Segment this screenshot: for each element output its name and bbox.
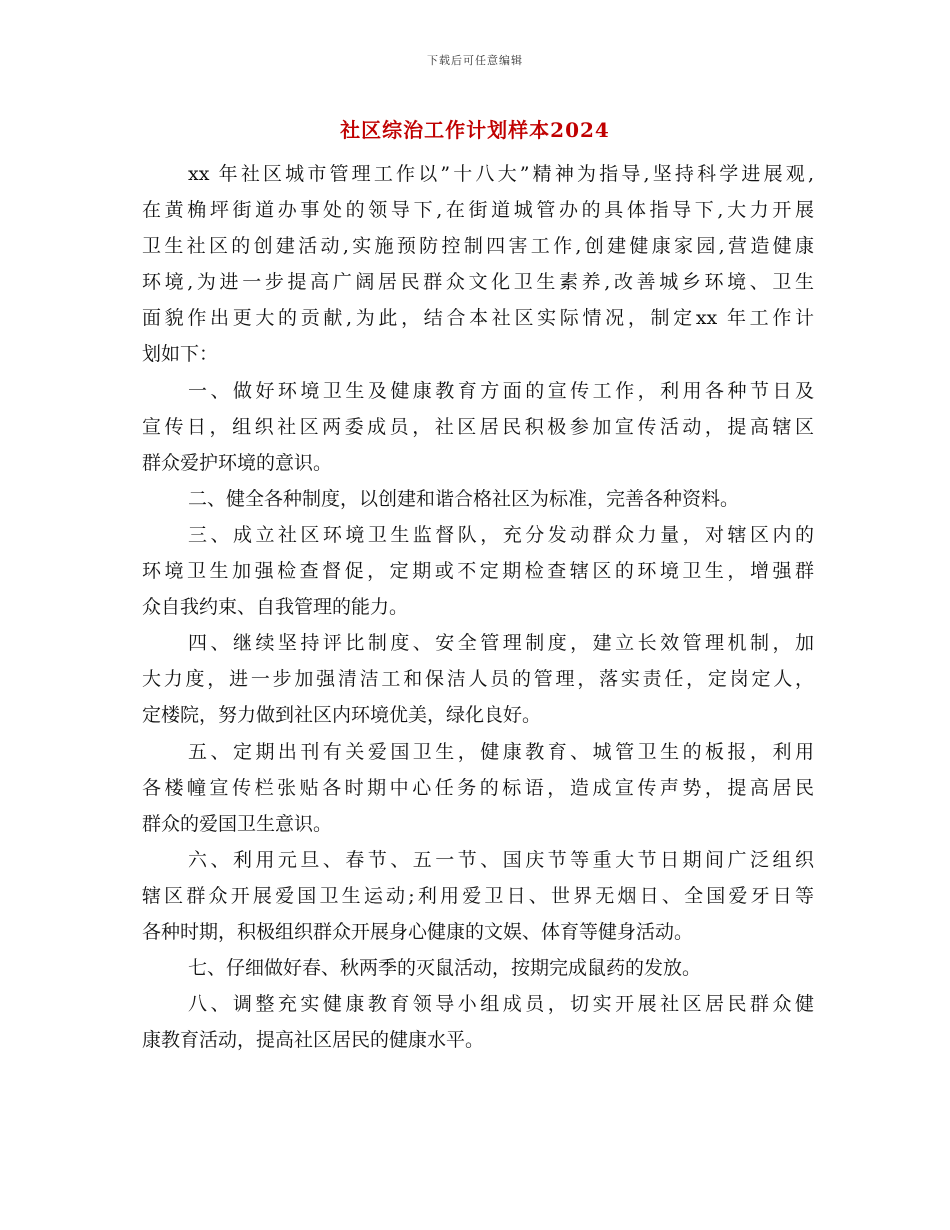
text-line: 环境卫生加强检查督促，定期或不定期检查辖区的环境卫生，增强群 bbox=[142, 560, 814, 583]
text-line: 群众的爱国卫生意识。 bbox=[142, 812, 333, 835]
document-title: 社区综治工作计划样本2024 bbox=[340, 118, 610, 142]
text-line: 群众爱护环境的意识。 bbox=[142, 451, 333, 474]
text-line: 各种时期，积极组织群众开展身心健康的文娱、体育等健身活动。 bbox=[142, 920, 694, 943]
document-body bbox=[142, 156, 814, 1058]
text-line: 大力度，进一步加强清洁工和保洁人员的管理，落实责任，定岗定人， bbox=[142, 668, 814, 691]
text-line: 五、定期出刊有关爱国卫生，健康教育、城管卫生的板报，利用 bbox=[188, 740, 814, 763]
paragraph-item-3 bbox=[142, 517, 814, 625]
text-line: 辖区群众开展爱国卫生运动;利用爱卫日、世界无烟日、全国爱牙日等 bbox=[142, 884, 814, 907]
text-line: 三、成立社区环境卫生监督队，充分发动群众力量，对辖区内的 bbox=[188, 523, 814, 546]
text-line: 面貌作出更大的贡献,为此，结合本社区实际情况，制定xx 年工作计 bbox=[142, 307, 814, 330]
paragraph-item-4 bbox=[142, 625, 814, 733]
text-line: 划如下： bbox=[142, 343, 219, 366]
paragraph-item-2 bbox=[142, 481, 814, 517]
text-line: 一、做好环境卫生及健康教育方面的宣传工作，利用各种节日及 bbox=[188, 379, 814, 402]
text-line: xx 年社区城市管理工作以”十八大”精神为指导,坚持科学进展观, bbox=[188, 163, 814, 185]
text-line: 康教育活动，提高社区居民的健康水平。 bbox=[142, 1029, 485, 1052]
text-line: 定楼院，努力做到社区内环境优美，绿化良好。 bbox=[142, 704, 542, 727]
text-line: 众自我约束、自我管理的能力。 bbox=[142, 596, 409, 619]
text-line: 八、调整充实健康教育领导小组成员，切实开展社区居民群众健 bbox=[188, 993, 814, 1016]
page-header: 下载后可任意编辑 bbox=[427, 54, 523, 67]
paragraph-item-6 bbox=[142, 842, 814, 950]
text-line: 四、继续坚持评比制度、安全管理制度，建立长效管理机制，加 bbox=[188, 632, 814, 655]
paragraph-item-5 bbox=[142, 734, 814, 842]
paragraph-item-7 bbox=[142, 950, 814, 986]
text-line: 宣传日，组织社区两委成员，社区居民积极参加宣传活动，提高辖区 bbox=[142, 415, 814, 438]
text-line: 在黄桷坪街道办事处的领导下,在街道城管办的具体指导下,大力开展 bbox=[142, 199, 814, 222]
text-line: 七、仔细做好春、秋两季的灭鼠活动，按期完成鼠药的发放。 bbox=[188, 957, 702, 980]
text-line: 环境,为进一步提高广阔居民群众文化卫生素养,改善城乡环境、卫生 bbox=[142, 271, 814, 294]
paragraph-intro bbox=[142, 156, 814, 373]
paragraph-item-1 bbox=[142, 373, 814, 481]
paragraph-item-8 bbox=[142, 986, 814, 1058]
text-line: 二、健全各种制度，以创建和谐合格社区为标准，完善各种资料。 bbox=[188, 487, 740, 510]
text-line: 六、利用元旦、春节、五一节、国庆节等重大节日期间广泛组织 bbox=[188, 848, 814, 871]
text-line: 卫生社区的创建活动,实施预防控制四害工作,创建健康家园,营造健康 bbox=[142, 235, 814, 258]
text-line: 各楼幢宣传栏张贴各时期中心任务的标语，造成宣传声势，提高居民 bbox=[142, 776, 814, 799]
